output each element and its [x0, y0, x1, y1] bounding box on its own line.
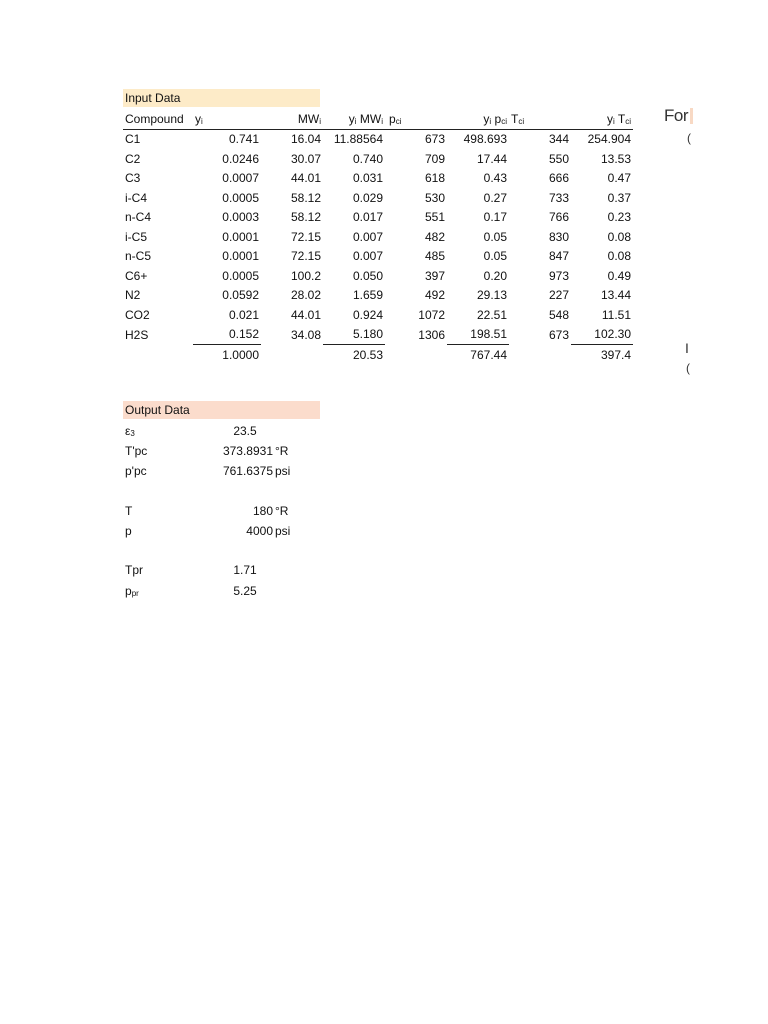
compound-cell: H2S: [125, 327, 149, 342]
table-row: [123, 227, 633, 247]
yitci-cell: 11.51: [601, 307, 631, 322]
p-row: [123, 521, 343, 541]
yi-cell: 0.0001: [222, 249, 259, 264]
table-row: [123, 247, 633, 267]
p-label: p: [125, 524, 132, 538]
p-value: 4000: [246, 524, 273, 538]
yitci-cell: 13.44: [600, 288, 631, 303]
pci-cell: 709: [424, 151, 445, 166]
mw-cell: 72.15: [290, 229, 321, 244]
total-yimw: 20.53: [352, 347, 383, 362]
mw-cell: 30.07: [290, 151, 321, 166]
yipci-cell: 0.43: [483, 171, 507, 186]
yipci-cell: 0.05: [483, 229, 507, 244]
tci-cell: 344: [548, 132, 569, 147]
mw-cell: 44.01: [290, 307, 321, 322]
yimw-cell: 0.924: [352, 307, 383, 322]
tci-cell: 673: [548, 327, 569, 342]
tci-cell: 830: [548, 229, 569, 244]
compound-cell: C1: [125, 132, 141, 147]
col-compound: Compound: [123, 109, 193, 129]
compound-cell: n-C4: [125, 210, 152, 225]
compound-cell: C3: [125, 171, 141, 186]
compound-cell: i-C4: [125, 190, 148, 205]
yitci-cell: 254.904: [587, 132, 631, 147]
total-yipci: 767.44: [470, 347, 507, 362]
mw-cell: 58.12: [290, 190, 321, 205]
yimw-cell: 0.031: [352, 171, 383, 186]
mw-cell: 34.08: [290, 327, 321, 342]
eps3-label: ε3: [125, 424, 135, 438]
col-yi: yi: [193, 109, 261, 129]
mw-cell: 58.12: [290, 210, 321, 225]
clipped-text-fragment-3: (: [686, 361, 690, 375]
input-data-table: [123, 109, 633, 365]
col-pci: pci: [385, 109, 447, 129]
compound-cell: N2: [125, 288, 141, 303]
yipci-cell: 22.51: [476, 307, 507, 322]
mw-cell: 16.04: [290, 132, 321, 147]
yipci-cell: 29.13: [476, 288, 507, 303]
yimw-cell: 5.180: [323, 325, 385, 345]
ppc-value: 761.6375: [222, 464, 273, 478]
yi-cell: 0.0007: [222, 171, 259, 186]
table-row: [123, 266, 633, 286]
total-yitci: 397.4: [600, 347, 631, 362]
compound-cell: i-C5: [125, 229, 148, 244]
t-value: 180: [252, 504, 273, 518]
yitci-cell: 102.30: [571, 325, 633, 345]
tci-cell: 973: [548, 268, 569, 283]
ppr-value: 5.25: [233, 584, 257, 598]
ppc-row: [123, 461, 343, 481]
yitci-cell: 0.37: [607, 190, 631, 205]
yipci-cell: 0.05: [483, 249, 507, 264]
yitci-cell: 0.47: [607, 171, 631, 186]
col-tci: Tci: [509, 109, 571, 129]
table-row: [123, 208, 633, 228]
yitci-cell: 0.23: [607, 210, 631, 225]
tpr-label: Tpr: [125, 563, 143, 577]
pci-cell: 492: [424, 288, 445, 303]
yimw-cell: 0.017: [352, 210, 383, 225]
col-yimw: yi MWi: [323, 109, 385, 129]
pci-cell: 485: [424, 249, 445, 264]
table-row: [123, 129, 633, 149]
tci-cell: 550: [548, 151, 569, 166]
pci-cell: 551: [424, 210, 445, 225]
pci-cell: 397: [424, 268, 445, 283]
compound-cell: n-C5: [125, 249, 152, 264]
tci-cell: 733: [548, 190, 569, 205]
p-unit: psi: [275, 524, 291, 538]
yitci-cell: 0.08: [607, 229, 631, 244]
yimw-cell: 0.740: [352, 151, 383, 166]
yipci-cell: 17.44: [476, 151, 507, 166]
tci-cell: 666: [548, 171, 569, 186]
ppc-unit: psi: [275, 464, 291, 478]
t-row: [123, 501, 343, 521]
yi-cell: 0.0003: [222, 210, 259, 225]
tpr-value: 1.71: [233, 563, 257, 577]
yipci-cell: 0.17: [483, 210, 507, 225]
ppr-row: [123, 581, 343, 601]
yi-cell: 0.0246: [222, 151, 259, 166]
yipci-cell: 198.51: [447, 325, 509, 345]
yi-cell: 0.152: [193, 325, 261, 345]
clipped-heading-fragment: For: [664, 106, 693, 126]
mw-cell: 100.2: [290, 268, 321, 283]
table-row: [123, 286, 633, 306]
yitci-cell: 0.49: [607, 268, 631, 283]
ppc-label: p'pc: [125, 464, 147, 478]
mw-cell: 44.01: [290, 171, 321, 186]
pci-cell: 482: [424, 229, 445, 244]
yi-cell: 0.0005: [222, 190, 259, 205]
col-yitci: yi Tci: [571, 109, 633, 129]
eps3-value: 23.5: [233, 424, 257, 438]
ppr-label: ppr: [125, 584, 139, 598]
compound-cell: C2: [125, 151, 141, 166]
pci-cell: 1306: [418, 327, 445, 342]
yitci-cell: 13.53: [600, 151, 631, 166]
pci-cell: 618: [424, 171, 445, 186]
yi-cell: 0.0592: [222, 288, 259, 303]
yi-cell: 0.741: [228, 132, 259, 147]
yimw-cell: 0.050: [352, 268, 383, 283]
input-data-header: Input Data: [123, 89, 320, 107]
mw-cell: 72.15: [290, 249, 321, 264]
yi-cell: 0.0001: [222, 229, 259, 244]
compound-cell: CO2: [125, 307, 150, 322]
table-row: [123, 325, 633, 345]
table-header-row: [123, 109, 633, 129]
eps3-row: [123, 421, 343, 441]
yimw-cell: 0.007: [352, 249, 383, 264]
table-row: [123, 149, 633, 169]
tpc-value: 373.8931: [222, 444, 273, 458]
yipci-cell: 0.20: [483, 268, 507, 283]
tci-cell: 847: [548, 249, 569, 264]
clipped-text-fragment-1: (: [687, 131, 691, 145]
compound-cell: C6+: [125, 268, 148, 283]
yi-cell: 0.021: [228, 307, 259, 322]
clipped-text-fragment-2: I: [685, 340, 689, 356]
t-unit: °R: [275, 504, 289, 518]
yipci-cell: 0.27: [483, 190, 507, 205]
table-row: [123, 305, 633, 325]
tpc-row: [123, 441, 343, 461]
table-row: [123, 188, 633, 208]
tci-cell: 548: [548, 307, 569, 322]
pci-cell: 673: [424, 132, 445, 147]
pci-cell: 1072: [418, 307, 445, 322]
yimw-cell: 0.029: [352, 190, 383, 205]
tpc-label: T'pc: [125, 444, 148, 458]
yitci-cell: 0.08: [607, 249, 631, 264]
totals-row: [123, 345, 633, 365]
col-yipci: yi pci: [447, 109, 509, 129]
t-label: T: [125, 504, 133, 518]
total-yi: 1.0000: [222, 347, 259, 362]
tpc-unit: °R: [275, 444, 289, 458]
highlight-mark: [690, 108, 693, 124]
pci-cell: 530: [424, 190, 445, 205]
yimw-cell: 1.659: [352, 288, 383, 303]
mw-cell: 28.02: [290, 288, 321, 303]
yipci-cell: 498.693: [463, 132, 507, 147]
tpr-row: [123, 560, 343, 580]
yi-cell: 0.0005: [222, 268, 259, 283]
col-mw: MWi: [261, 109, 323, 129]
tci-cell: 227: [548, 288, 569, 303]
tci-cell: 766: [548, 210, 569, 225]
output-data-header: Output Data: [123, 401, 320, 419]
yimw-cell: 0.007: [352, 229, 383, 244]
yimw-cell: 11.88564: [333, 132, 383, 147]
table-row: [123, 169, 633, 189]
